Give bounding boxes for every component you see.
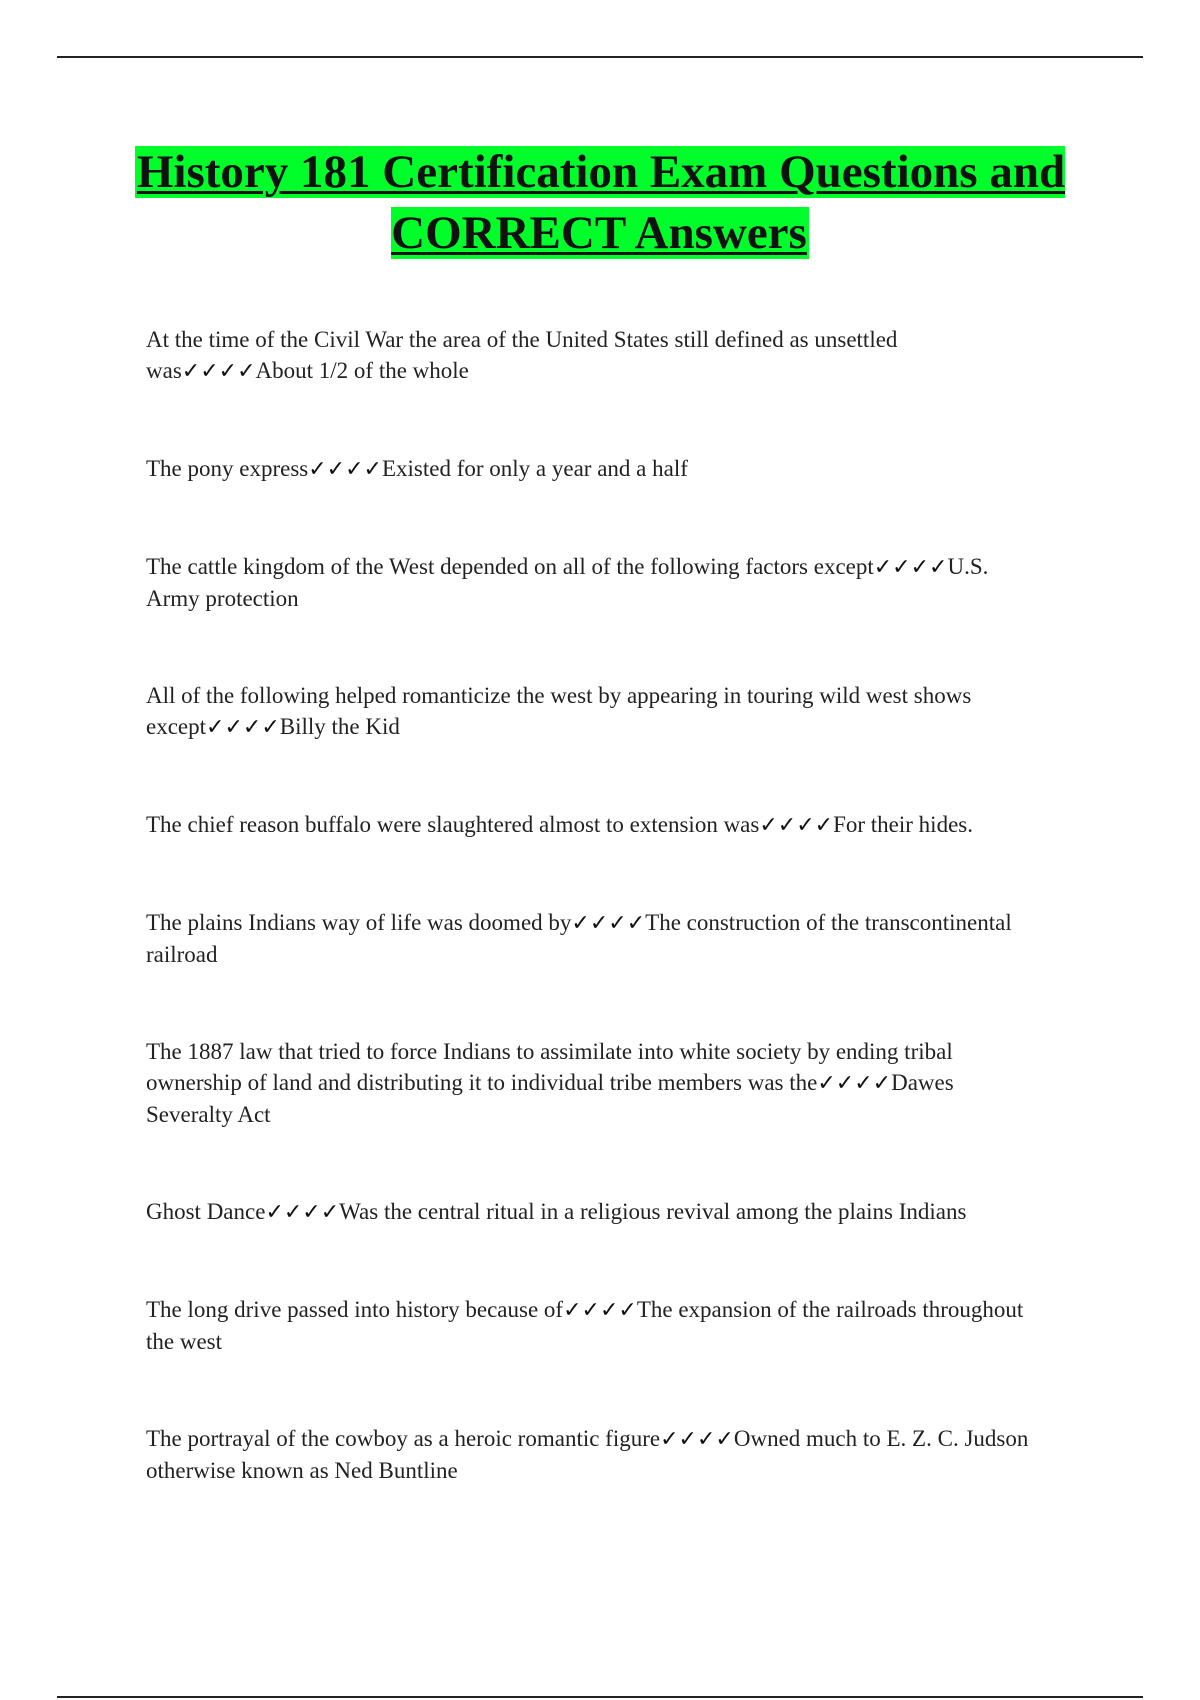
qa-item [146, 1196, 1046, 1228]
answer-text: Existed for only a year and a half [381, 456, 688, 481]
check-marks-icon: ✓✓✓✓ [308, 457, 382, 482]
question-text: The plains Indians way of life was doomed by [146, 910, 572, 935]
qa-item [146, 1423, 1046, 1486]
answer-text: Billy the Kid [279, 714, 400, 739]
question-text: The chief reason buffalo were slaughtered almost to extension was [146, 812, 760, 837]
qa-item [146, 907, 1046, 970]
title-highlight: History 181 Certification Exam Questions and CORRECT Answers [136, 146, 1066, 259]
qa-item [146, 1294, 1046, 1357]
qa-item [146, 680, 1046, 743]
answer-text: Was the central ritual in a religious revival among the plains Indians [339, 1199, 967, 1224]
answer-text: For their hides. [833, 812, 973, 837]
qa-item [146, 324, 1046, 387]
qa-item [146, 809, 1046, 841]
check-marks-icon: ✓✓✓✓ [759, 813, 834, 838]
check-marks-icon: ✓✓✓✓ [206, 715, 280, 740]
answer-text: Dawes Severalty Act [146, 1070, 954, 1127]
question-text: The pony express [146, 456, 309, 481]
document-title [100, 142, 1100, 264]
question-text: The cattle kingdom of the West depended on all of the following factors except [146, 554, 874, 579]
check-marks-icon: ✓✓✓✓ [265, 1200, 340, 1225]
answer-text: The expansion of the railroads throughout the west [146, 1297, 1024, 1354]
check-marks-icon: ✓✓✓✓ [660, 1427, 734, 1452]
header-rule [57, 56, 1143, 58]
answer-text: About 1/2 of the whole [255, 358, 469, 383]
question-text: At the time of the Civil War the area of the United States still defined as unsettled was [146, 327, 898, 383]
footer-rule [57, 1696, 1143, 1698]
question-text: All of the following helped romanticize the west by appearing in touring wild west shows except [146, 683, 972, 739]
answer-text: The construction of the transcontinental railroad [146, 910, 1012, 967]
question-text: The 1887 law that tried to force Indians to assimilate into white society by ending tribal ownership of land and distributing it to individual tribe members was the [146, 1039, 953, 1095]
question-text: The portrayal of the cowboy as a heroic romantic figure [146, 1426, 661, 1451]
question-text: The long drive passed into history because of [146, 1297, 564, 1322]
answer-text: Owned much to E. Z. C. Judson otherwise known as Ned Buntline [146, 1426, 1029, 1483]
answer-text: U.S. Army protection [146, 554, 989, 611]
qa-item [146, 453, 1046, 485]
check-marks-icon: ✓✓✓✓ [563, 1298, 637, 1323]
check-marks-icon: ✓✓✓✓ [873, 555, 948, 580]
qa-item [146, 1036, 1046, 1130]
question-text: Ghost Dance [146, 1199, 266, 1224]
check-marks-icon: ✓✓✓✓ [181, 359, 256, 384]
check-marks-icon: ✓✓✓✓ [571, 911, 646, 936]
qa-item [146, 551, 1046, 614]
qa-list [146, 324, 1046, 1552]
check-marks-icon: ✓✓✓✓ [817, 1071, 892, 1096]
